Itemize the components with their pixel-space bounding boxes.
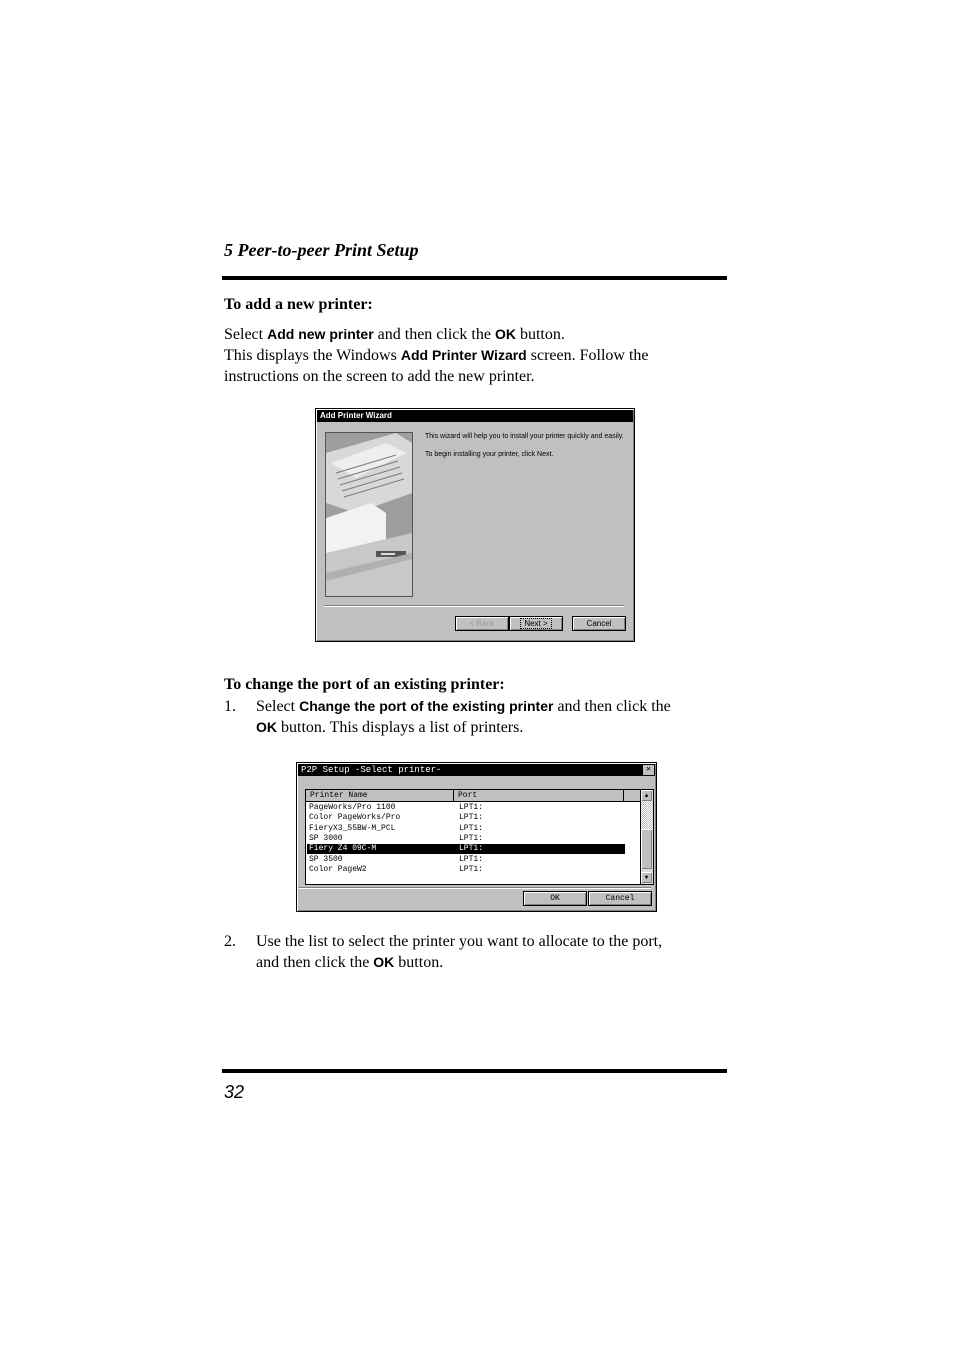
table-row[interactable] — [307, 813, 625, 823]
table-row[interactable] — [307, 865, 625, 875]
printer-name-cell: Color PageWorks/Pro — [309, 813, 401, 823]
footer-rule — [222, 1069, 727, 1073]
ui-term: OK — [373, 954, 395, 970]
scroll-up-icon[interactable]: ▲ — [641, 790, 652, 801]
port-cell: LPT1: — [459, 833, 484, 843]
column-header-port[interactable]: Port — [454, 790, 624, 802]
ui-term: OK — [494, 326, 516, 342]
text: Select — [224, 326, 268, 343]
port-cell: LPT1: — [459, 813, 484, 823]
column-header-printer-name[interactable]: Printer Name — [306, 790, 454, 802]
port-cell: LPT1: — [459, 854, 484, 864]
wizard-separator — [324, 605, 624, 607]
paragraph-line — [256, 717, 726, 738]
text: Select — [256, 698, 300, 715]
table-row[interactable] — [307, 803, 625, 813]
table-row[interactable] — [307, 855, 625, 865]
paragraph-line: Use the list to select the printer you want to allocate to the port, — [256, 933, 663, 950]
text: and then click the — [256, 954, 374, 971]
text: and then click the — [373, 326, 495, 343]
text: and then click the — [553, 698, 671, 715]
section-heading-change-port: To change the port of an existing printer: — [224, 676, 505, 693]
page-number: 32 — [224, 1082, 245, 1102]
list-scrollbar[interactable] — [640, 790, 653, 884]
port-cell: LPT1: — [459, 864, 484, 874]
paragraph-line — [256, 952, 726, 973]
step-2-text — [256, 931, 726, 973]
paragraph-add-printer — [224, 324, 724, 387]
printer-name-cell: PageWorks/Pro 1100 — [309, 803, 396, 812]
section-heading-add-printer: To add a new printer: — [224, 296, 373, 313]
port-cell: LPT1: — [459, 803, 484, 812]
text: button. — [515, 326, 565, 343]
scroll-track[interactable] — [641, 801, 652, 829]
step-number: 2. — [224, 933, 236, 950]
dialog-title: P2P Setup -Select printer- — [301, 765, 442, 775]
text: This displays the Windows — [224, 347, 401, 364]
ui-term: OK — [256, 719, 277, 735]
paragraph-line — [256, 696, 726, 717]
cancel-button[interactable]: Cancel — [572, 616, 626, 631]
column-header-blank — [624, 790, 641, 802]
wizard-instruction-text: To begin installing your printer, click Next. — [425, 451, 554, 458]
scroll-thumb[interactable] — [641, 829, 652, 869]
next-button-label: Next > — [521, 619, 550, 628]
wizard-printer-image — [325, 432, 413, 597]
text: button. — [394, 954, 444, 971]
dialog-titlebar: Add Printer Wizard — [317, 410, 633, 422]
wizard-intro-text: This wizard will help you to install your printer quickly and easily. — [425, 433, 624, 440]
paragraph-line — [224, 345, 724, 366]
dialog-titlebar — [298, 764, 655, 776]
dialog-separator — [299, 887, 651, 889]
chapter-title: 5 Peer-to-peer Print Setup — [224, 240, 419, 260]
cancel-button[interactable]: Cancel — [588, 891, 652, 906]
printer-list[interactable] — [305, 789, 654, 885]
ui-term: Add new printer — [267, 326, 374, 342]
paragraph-line — [224, 324, 724, 345]
close-icon[interactable]: ✕ — [643, 765, 654, 775]
ui-term: Add Printer Wizard — [400, 347, 527, 363]
next-button[interactable] — [509, 616, 563, 631]
scroll-down-icon[interactable]: ▼ — [641, 872, 652, 883]
table-row[interactable] — [307, 824, 625, 834]
text: screen. Follow the — [526, 347, 649, 364]
port-cell: LPT1: — [459, 844, 484, 854]
table-row[interactable] — [307, 844, 625, 854]
ok-button[interactable]: OK — [523, 891, 587, 906]
printer-name-cell: FieryX3_55BW-M_PCL — [309, 823, 396, 833]
printer-name-cell: Fiery Z4 09C-M — [309, 844, 377, 854]
ui-term: Change the port of the existing printer — [299, 698, 554, 714]
add-printer-wizard-dialog — [315, 408, 635, 642]
step-number: 1. — [224, 698, 236, 715]
port-cell: LPT1: — [459, 823, 484, 833]
step-1-text — [256, 696, 726, 738]
header-rule — [222, 276, 727, 280]
p2p-select-printer-dialog — [296, 762, 657, 912]
printer-name-cell: SP 3000 — [309, 833, 343, 843]
printer-name-cell: Color PageW2 — [309, 864, 367, 874]
printer-illustration — [326, 433, 412, 596]
paragraph-line: instructions on the screen to add the new printer. — [224, 368, 535, 385]
wizard-text — [425, 432, 625, 459]
back-button[interactable]: < Back — [455, 616, 509, 631]
printer-name-cell: SP 3500 — [309, 854, 343, 864]
table-row[interactable] — [307, 834, 625, 844]
text: button. This displays a list of printers. — [277, 719, 524, 736]
